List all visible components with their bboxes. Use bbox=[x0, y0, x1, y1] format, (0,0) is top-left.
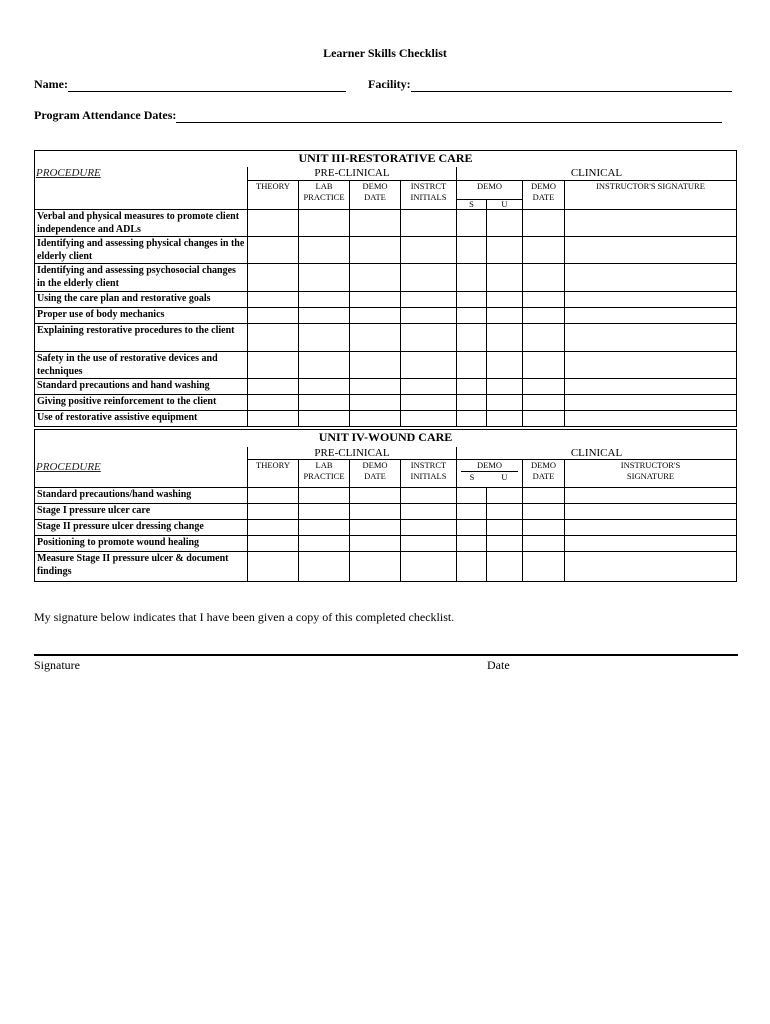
demo-date-cell[interactable] bbox=[350, 504, 401, 520]
clinical-date-cell[interactable] bbox=[523, 411, 565, 427]
lab-practice-cell[interactable] bbox=[299, 292, 350, 308]
unit3-lab-practice-header: LAB PRACTICE bbox=[299, 181, 350, 210]
unit3-s-header: S bbox=[457, 200, 487, 210]
signature-cell[interactable] bbox=[565, 292, 737, 308]
demo-date-cell[interactable] bbox=[350, 552, 401, 582]
s-cell[interactable] bbox=[457, 536, 487, 552]
s-cell[interactable] bbox=[457, 264, 487, 292]
clinical-date-cell[interactable] bbox=[523, 264, 565, 292]
s-cell[interactable] bbox=[457, 520, 487, 536]
procedure-row bbox=[35, 536, 737, 552]
theory-cell[interactable] bbox=[248, 324, 299, 352]
theory-cell[interactable] bbox=[248, 395, 299, 411]
u-cell[interactable] bbox=[487, 411, 523, 427]
u-cell[interactable] bbox=[487, 395, 523, 411]
unit4-preclinical-header: PRE-CLINICAL bbox=[248, 447, 457, 460]
procedure-label: Proper use of body mechanics bbox=[35, 308, 248, 324]
clinical-date-cell[interactable] bbox=[523, 536, 565, 552]
clinical-date-cell[interactable] bbox=[523, 324, 565, 352]
lab-practice-cell[interactable] bbox=[299, 411, 350, 427]
unit4-u-header: U bbox=[501, 472, 508, 482]
initials-cell[interactable] bbox=[401, 520, 457, 536]
program-dates-blank[interactable] bbox=[176, 111, 722, 123]
theory-cell[interactable] bbox=[248, 308, 299, 324]
form-title: Learner Skills Checklist bbox=[323, 46, 447, 60]
unit3-u-header: U bbox=[487, 200, 523, 210]
procedure-label: Stage I pressure ulcer care bbox=[35, 504, 248, 520]
u-cell[interactable] bbox=[487, 379, 523, 395]
unit3-preclinical-header: PRE-CLINICAL bbox=[248, 167, 457, 181]
signature-cell[interactable] bbox=[565, 210, 737, 237]
lab-practice-cell[interactable] bbox=[299, 308, 350, 324]
u-cell[interactable] bbox=[487, 264, 523, 292]
u-cell[interactable] bbox=[487, 504, 523, 520]
demo-date-cell[interactable] bbox=[350, 237, 401, 264]
procedure-row bbox=[35, 237, 737, 264]
initials-cell[interactable] bbox=[401, 395, 457, 411]
lab-practice-cell[interactable] bbox=[299, 237, 350, 264]
unit3-clinical-demo-date-header: DEMO DATE bbox=[523, 181, 565, 210]
u-cell[interactable] bbox=[487, 210, 523, 237]
theory-cell[interactable] bbox=[248, 520, 299, 536]
initials-cell[interactable] bbox=[401, 552, 457, 582]
unit4-clinical-demo-label: DEMO bbox=[461, 460, 518, 472]
initials-cell[interactable] bbox=[401, 536, 457, 552]
lab-practice-cell[interactable] bbox=[299, 352, 350, 379]
demo-date-cell[interactable] bbox=[350, 411, 401, 427]
procedure-label: Giving positive reinforcement to the client bbox=[35, 395, 248, 411]
demo-date-cell[interactable] bbox=[350, 488, 401, 504]
theory-cell[interactable] bbox=[248, 411, 299, 427]
theory-cell[interactable] bbox=[248, 536, 299, 552]
unit4-table bbox=[34, 429, 737, 582]
procedure-row bbox=[35, 308, 737, 324]
unit4-s-header: S bbox=[469, 472, 475, 482]
unit4-clinical-header: CLINICAL bbox=[457, 447, 737, 460]
name-label: Name: bbox=[34, 77, 68, 91]
procedure-row bbox=[35, 504, 737, 520]
demo-date-cell[interactable] bbox=[350, 210, 401, 237]
s-cell[interactable] bbox=[457, 379, 487, 395]
initials-cell[interactable] bbox=[401, 504, 457, 520]
s-cell[interactable] bbox=[457, 411, 487, 427]
lab-practice-cell[interactable] bbox=[299, 210, 350, 237]
procedure-label: Identifying and assessing psychosocial changes in the elderly client bbox=[35, 264, 248, 292]
demo-date-cell[interactable] bbox=[350, 520, 401, 536]
procedure-label: Identifying and assessing physical changes in the elderly client bbox=[35, 237, 248, 264]
signature-cell[interactable] bbox=[565, 395, 737, 411]
lab-practice-cell[interactable] bbox=[299, 324, 350, 352]
unit4-procedure-header: PROCEDURE bbox=[35, 447, 248, 488]
demo-date-cell[interactable] bbox=[350, 292, 401, 308]
demo-date-cell[interactable] bbox=[350, 308, 401, 324]
clinical-date-cell[interactable] bbox=[523, 520, 565, 536]
clinical-date-cell[interactable] bbox=[523, 488, 565, 504]
name-blank[interactable] bbox=[68, 80, 346, 92]
initials-cell[interactable] bbox=[401, 210, 457, 237]
initials-cell[interactable] bbox=[401, 308, 457, 324]
procedure-label: Using the care plan and restorative goals bbox=[35, 292, 248, 308]
unit3-clinical-demo-header: DEMO bbox=[457, 181, 523, 200]
lab-practice-cell[interactable] bbox=[299, 520, 350, 536]
procedure-label: Standard precautions and hand washing bbox=[35, 379, 248, 395]
demo-date-cell[interactable] bbox=[350, 379, 401, 395]
procedure-row bbox=[35, 352, 737, 379]
unit4-signature-header: INSTRUCTOR'S SIGNATURE bbox=[565, 460, 737, 488]
procedure-label: Stage II pressure ulcer dressing change bbox=[35, 520, 248, 536]
procedure-label: Positioning to promote wound healing bbox=[35, 536, 248, 552]
s-cell[interactable] bbox=[457, 308, 487, 324]
procedure-row bbox=[35, 411, 737, 427]
initials-cell[interactable] bbox=[401, 264, 457, 292]
name-field[interactable] bbox=[34, 77, 346, 92]
unit3-signature-header: INSTRUCTOR'S SIGNATURE bbox=[565, 181, 737, 210]
demo-date-cell[interactable] bbox=[350, 264, 401, 292]
acknowledgement-text: My signature below indicates that I have been given a copy of this completed checklist. bbox=[34, 610, 455, 624]
theory-cell[interactable] bbox=[248, 352, 299, 379]
demo-date-cell[interactable] bbox=[350, 395, 401, 411]
clinical-date-cell[interactable] bbox=[523, 210, 565, 237]
procedure-label: Explaining restorative procedures to the client bbox=[35, 324, 248, 352]
procedure-label: Measure Stage II pressure ulcer & document findings bbox=[35, 552, 248, 582]
procedure-label: Use of restorative assistive equipment bbox=[35, 411, 248, 427]
initials-cell[interactable] bbox=[401, 292, 457, 308]
s-cell[interactable] bbox=[457, 488, 487, 504]
u-cell[interactable] bbox=[487, 324, 523, 352]
procedure-row bbox=[35, 210, 737, 237]
u-cell[interactable] bbox=[487, 552, 523, 582]
theory-cell[interactable] bbox=[248, 552, 299, 582]
facility-blank[interactable] bbox=[411, 80, 732, 92]
demo-date-cell[interactable] bbox=[350, 352, 401, 379]
theory-cell[interactable] bbox=[248, 488, 299, 504]
theory-cell[interactable] bbox=[248, 504, 299, 520]
initials-cell[interactable] bbox=[401, 352, 457, 379]
lab-practice-cell[interactable] bbox=[299, 552, 350, 582]
unit3-procedure-header: PROCEDURE bbox=[35, 167, 248, 210]
clinical-date-cell[interactable] bbox=[523, 552, 565, 582]
theory-cell[interactable] bbox=[248, 292, 299, 308]
clinical-date-cell[interactable] bbox=[523, 308, 565, 324]
clinical-date-cell[interactable] bbox=[523, 379, 565, 395]
procedure-row bbox=[35, 264, 737, 292]
theory-cell[interactable] bbox=[248, 379, 299, 395]
clinical-date-cell[interactable] bbox=[523, 504, 565, 520]
procedure-row bbox=[35, 379, 737, 395]
date-label: Date bbox=[487, 658, 510, 672]
signature-cell[interactable] bbox=[565, 520, 737, 536]
s-cell[interactable] bbox=[457, 237, 487, 264]
unit4-demo-date-header: DEMO DATE bbox=[350, 460, 401, 488]
s-cell[interactable] bbox=[457, 504, 487, 520]
procedure-label: Safety in the use of restorative devices and techniques bbox=[35, 352, 248, 379]
s-cell[interactable] bbox=[457, 210, 487, 237]
demo-date-cell[interactable] bbox=[350, 536, 401, 552]
theory-cell[interactable] bbox=[248, 264, 299, 292]
facility-field[interactable] bbox=[368, 77, 732, 92]
u-cell[interactable] bbox=[487, 308, 523, 324]
unit4-lab-practice-header: LAB PRACTICE bbox=[299, 460, 350, 488]
unit4-theory-header: THEORY bbox=[248, 460, 299, 488]
unit3-instructor-initials-header: INSTRCT INITIALS bbox=[401, 181, 457, 210]
program-dates-label: Program Attendance Dates: bbox=[34, 108, 177, 122]
s-cell[interactable] bbox=[457, 552, 487, 582]
unit3-table bbox=[34, 150, 737, 427]
procedure-label: Verbal and physical measures to promote client independence and ADLs bbox=[35, 210, 248, 237]
procedure-label: Standard precautions/hand washing bbox=[35, 488, 248, 504]
signature-cell[interactable] bbox=[565, 552, 737, 582]
procedure-row bbox=[35, 552, 737, 582]
signature-label: Signature bbox=[34, 658, 80, 672]
signature-cell[interactable] bbox=[565, 504, 737, 520]
unit4-clinical-demo-date-header: DEMO DATE bbox=[523, 460, 565, 488]
s-cell[interactable] bbox=[457, 292, 487, 308]
signature-cell[interactable] bbox=[565, 379, 737, 395]
unit4-instructor-initials-header: INSTRCT INITIALS bbox=[401, 460, 457, 488]
s-cell[interactable] bbox=[457, 324, 487, 352]
u-cell[interactable] bbox=[487, 352, 523, 379]
procedure-row bbox=[35, 488, 737, 504]
signature-cell[interactable] bbox=[565, 411, 737, 427]
unit3-title: UNIT III-RESTORATIVE CARE bbox=[35, 151, 737, 167]
lab-practice-cell[interactable] bbox=[299, 536, 350, 552]
u-cell[interactable] bbox=[487, 536, 523, 552]
u-cell[interactable] bbox=[487, 292, 523, 308]
initials-cell[interactable] bbox=[401, 237, 457, 264]
lab-practice-cell[interactable] bbox=[299, 264, 350, 292]
unit3-demo-date-header: DEMO DATE bbox=[350, 181, 401, 210]
signature-line[interactable] bbox=[34, 654, 738, 656]
u-cell[interactable] bbox=[487, 237, 523, 264]
procedure-row bbox=[35, 395, 737, 411]
demo-date-cell[interactable] bbox=[350, 324, 401, 352]
initials-cell[interactable] bbox=[401, 488, 457, 504]
signature-cell[interactable] bbox=[565, 324, 737, 352]
theory-cell[interactable] bbox=[248, 237, 299, 264]
unit3-theory-header: THEORY bbox=[248, 181, 299, 210]
initials-cell[interactable] bbox=[401, 324, 457, 352]
signature-cell[interactable] bbox=[565, 264, 737, 292]
signature-cell[interactable] bbox=[565, 488, 737, 504]
procedure-row bbox=[35, 292, 737, 308]
u-cell[interactable] bbox=[487, 520, 523, 536]
facility-label: Facility: bbox=[368, 77, 411, 91]
theory-cell[interactable] bbox=[248, 210, 299, 237]
lab-practice-cell[interactable] bbox=[299, 379, 350, 395]
signature-cell[interactable] bbox=[565, 308, 737, 324]
lab-practice-cell[interactable] bbox=[299, 488, 350, 504]
clinical-date-cell[interactable] bbox=[523, 292, 565, 308]
u-cell[interactable] bbox=[487, 488, 523, 504]
s-cell[interactable] bbox=[457, 395, 487, 411]
s-cell[interactable] bbox=[457, 352, 487, 379]
clinical-date-cell[interactable] bbox=[523, 395, 565, 411]
unit4-clinical-demo-header bbox=[457, 460, 523, 488]
signature-cell[interactable] bbox=[565, 536, 737, 552]
initials-cell[interactable] bbox=[401, 379, 457, 395]
unit4-title: UNIT IV-WOUND CARE bbox=[35, 430, 737, 447]
lab-practice-cell[interactable] bbox=[299, 395, 350, 411]
initials-cell[interactable] bbox=[401, 411, 457, 427]
clinical-date-cell[interactable] bbox=[523, 352, 565, 379]
procedure-row bbox=[35, 520, 737, 536]
signature-cell[interactable] bbox=[565, 352, 737, 379]
signature-cell[interactable] bbox=[565, 237, 737, 264]
lab-practice-cell[interactable] bbox=[299, 504, 350, 520]
program-dates-field[interactable] bbox=[34, 108, 722, 123]
unit3-clinical-header: CLINICAL bbox=[457, 167, 737, 181]
procedure-row bbox=[35, 324, 737, 352]
clinical-date-cell[interactable] bbox=[523, 237, 565, 264]
